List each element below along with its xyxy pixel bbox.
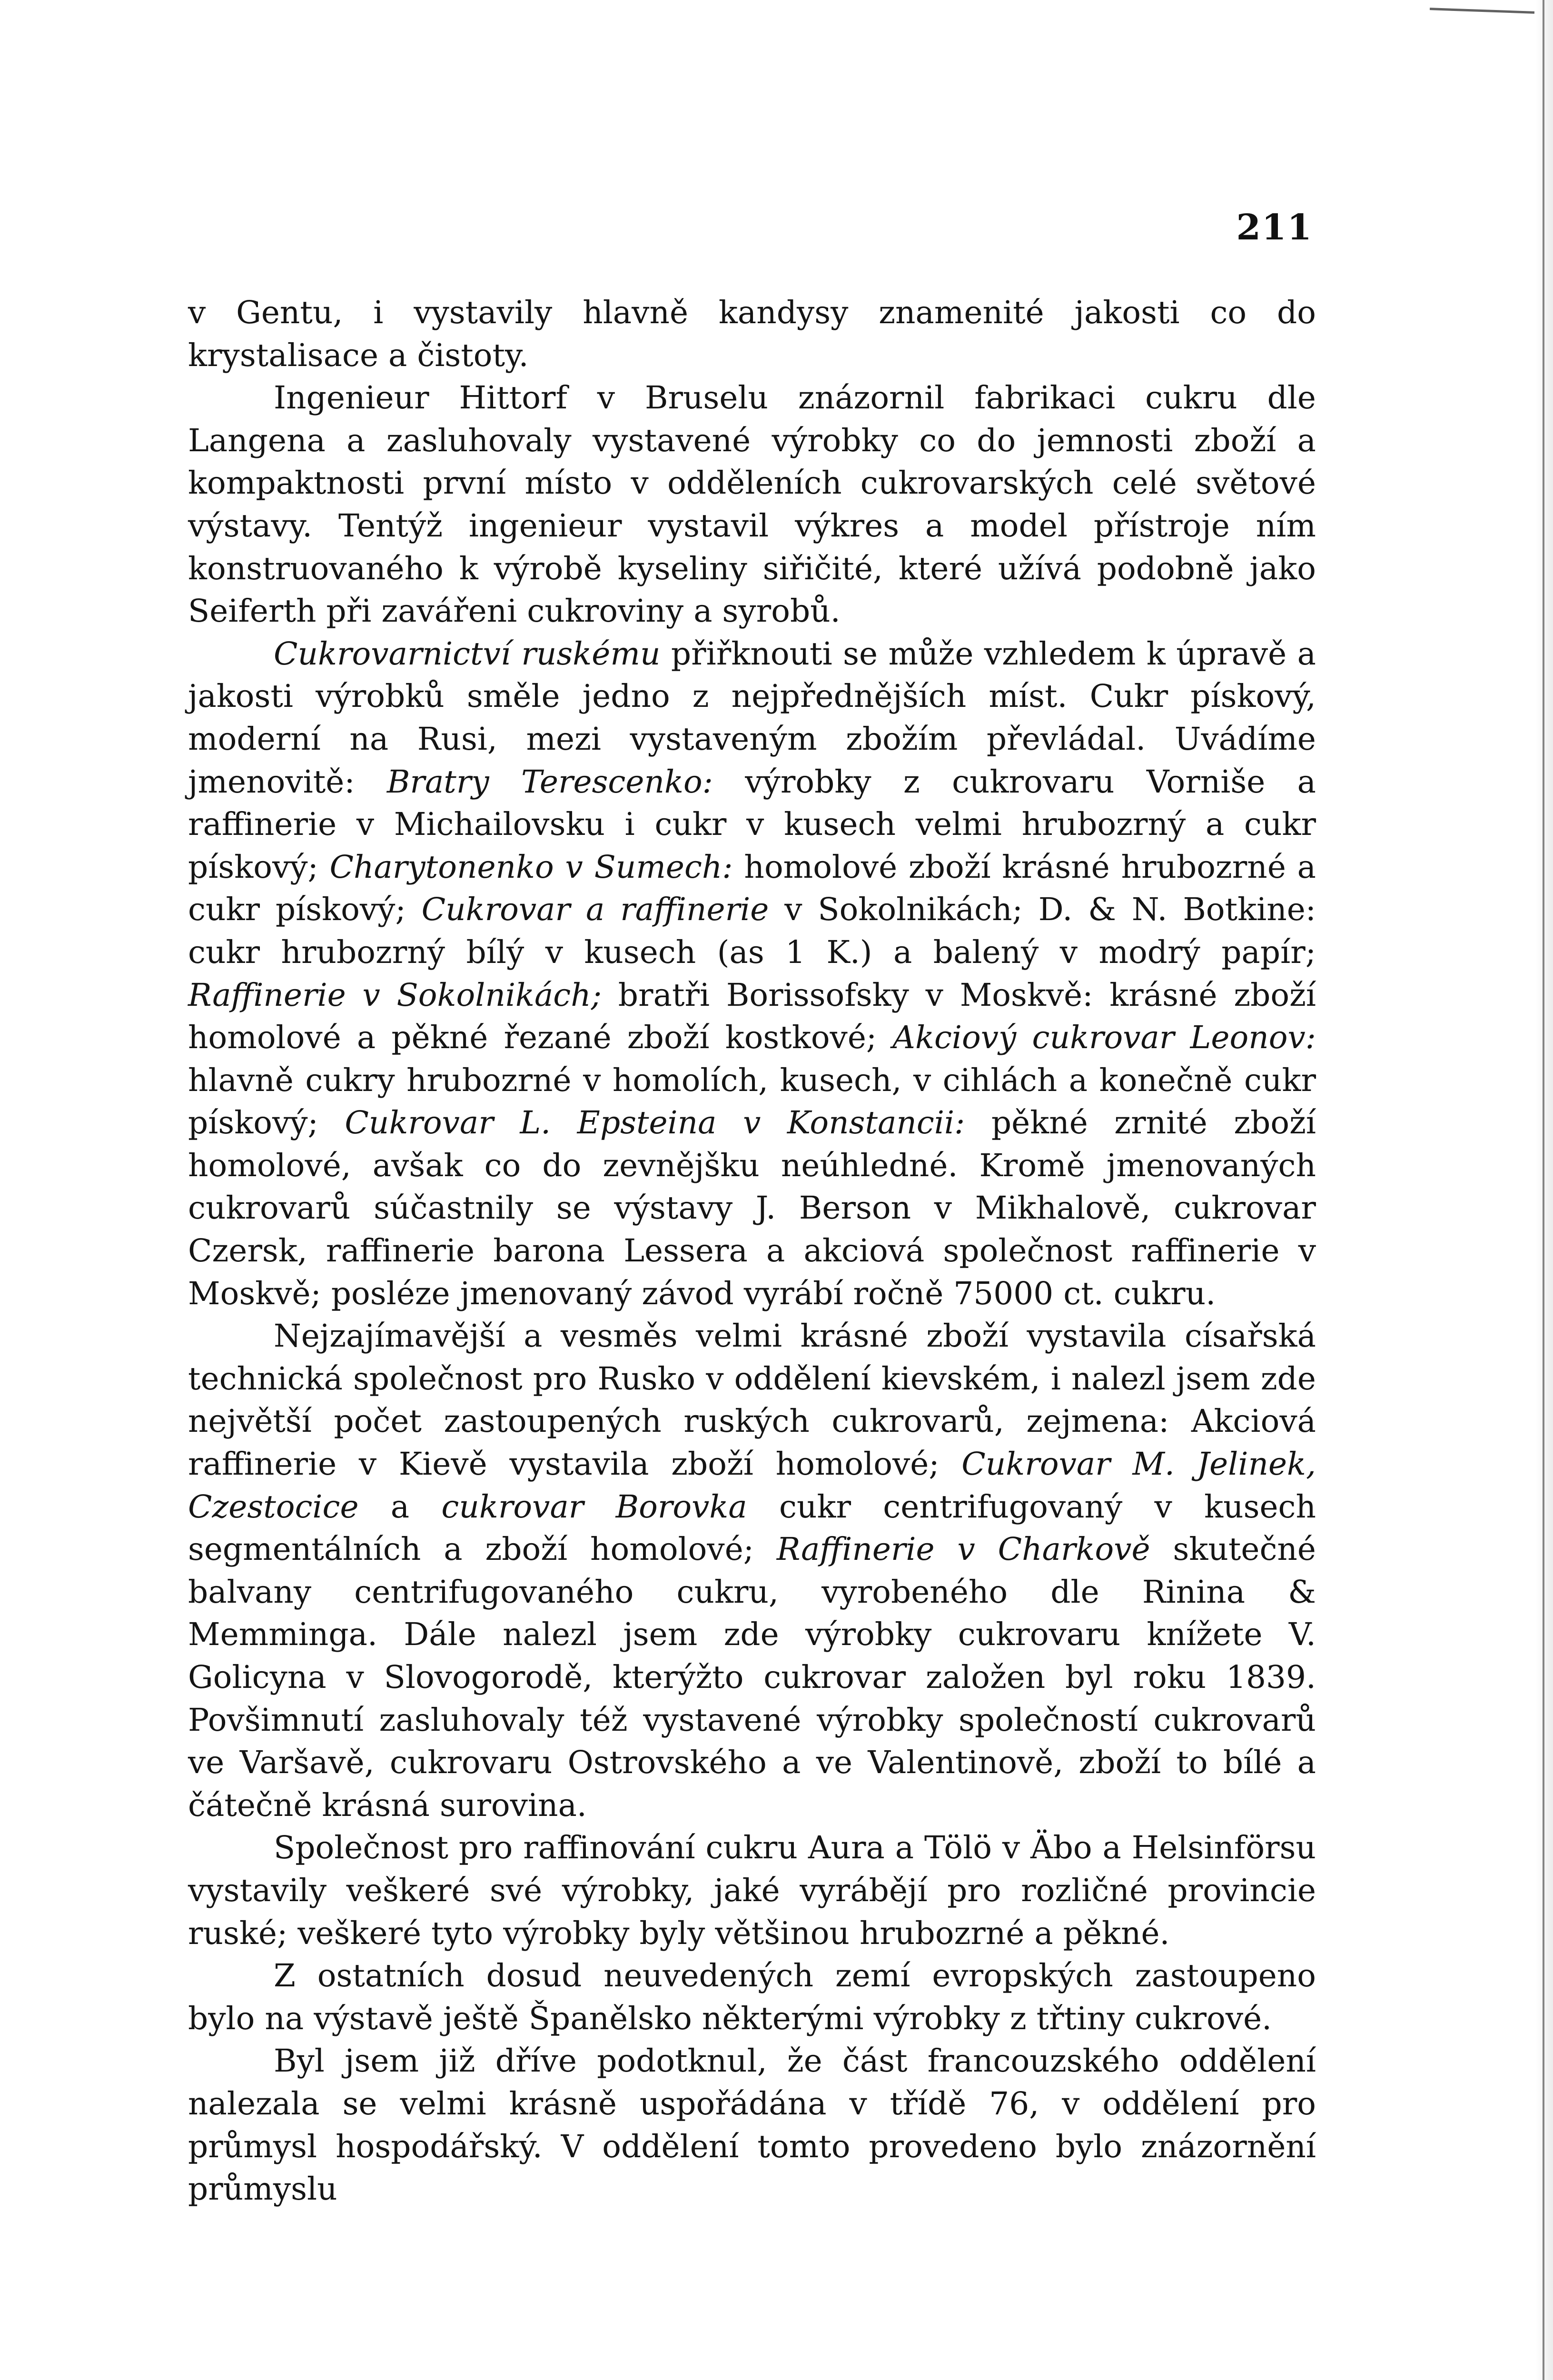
italic-text-run: cukrovar Borovka [441,1488,747,1525]
text-run: Byl jsem již dříve podotknul, že část francouzského oddělení nalezala se velmi krásně uspořádána v třídě 76, v oddělení pro průmysl hospodářský. V oddělení tomto provedeno bylo znázornění průmyslu [188,2043,1316,2208]
page-corner-mark [1429,8,1534,42]
text-run: pěkné zrnité zboží homolové, avšak co do zevnějšku neúhledné. Kromě jmenovaných cukrovarů súčastnily se výstavy J. Berson v Mikhalově, cukrovar Czersk, raffinerie barona Lessera a akciová společnost raffinerie v Moskvě; posléze jmenovaný závod vyrábí ročně 75000 ct. cukru. [188,1104,1316,1312]
italic-text-run: Cukrovar M. Jelinek, Czestocice [188,1446,1316,1525]
text-run: v Sokolnikách; D. & N. Botkine: cukr hrubozrný bílý v kusech (as 1 K.) a balený v modrý papír; [188,891,1316,971]
text-run: skutečné balvany centrifugovaného cukru, vyrobeného dle Rinina & Memminga. Dále nalezl jsem zde výrobky cukrovaru knížete V. Golicyna v Slovogorodě, kterýžto cukrovar založen byl roku 1839. Povšimnutí zasluhovaly též vystavené výrobky společností cukrovarů ve Varšavě, cukrovaru Ostrovského a ve Valentinově, zboží to bílé a čátečně krásná surovina. [188,1531,1316,1824]
page-edge-shadow [1536,0,1553,2380]
text-run: hlavně cukry hrubozrné v homolích, kusech, v cihlách a konečně cukr pískový; [188,1061,1316,1141]
paragraph [188,291,1316,377]
paragraph [188,633,1316,1315]
body-text [188,291,1316,2211]
paragraph [188,377,1316,633]
italic-text-run: Raffinerie v Charkově [776,1531,1150,1568]
text-run: a [358,1488,442,1525]
text-run: Nejzajímavější a vesměs velmi krásné zboží vystavila císařská technická společnost pro Rusko v oddělení kievském, i nalezl jsem zde největší počet zastoupených ruských cukrovarů, zejmena: Akciová raffinerie v Kievě vystavila zboží homolové; [188,1318,1316,1483]
text-run: v Gentu, i vystavily hlavně kandysy znamenité jakosti co do krystalisace a čistoty. [188,294,1316,374]
text-run: cukr centrifugovaný v kusech segmentálních a zboží homolové; [188,1488,1316,1568]
text-run: Ingenieur Hittorf v Bruselu znázornil fabrikaci cukru dle Langena a zasluhovaly vystavené výrobky co do jemnosti zboží a kompaktnosti první místo v odděleních cukrovarských celé světové výstavy. Tentýž ingenieur vystavil výkres a model přístroje ním konstruovaného k výrobě kyseliny siřičité, které užívá podobně jako Seiferth při zavářeni cukroviny a syrobů. [188,379,1316,630]
text-run: homolové zboží krásné hrubozrné a cukr pískový; [188,848,1316,928]
italic-text-run: Charytonenko v Sumech: [329,848,733,885]
page-number: 211 [1236,207,1313,248]
paragraph [188,2040,1316,2210]
paragraph [188,1954,1316,2040]
italic-text-run: Cukrovarnictví ruskému [274,635,661,672]
text-run: přiřknouti se může vzhledem k úpravě a jakosti výrobků směle jedno z nejpřednějších míst. Cukr pískový, moderní na Rusi, mezi vystaveným zbožím převládal. Uvádíme jmenovitě: [188,635,1316,800]
text-run: bratři Borissofsky v Moskvě: krásné zboží homolové a pěkné řezané zboží kostkové; [188,976,1316,1056]
paragraph [188,1826,1316,1954]
italic-text-run: Raffinerie v Sokolnikách; [188,976,602,1013]
italic-text-run: Akciový cukrovar Leonov: [892,1019,1316,1056]
italic-text-run: Bratry Terescenko: [386,763,713,800]
text-run: výrobky z cukrovaru Vorniše a raffinerie v Michailovsku i cukr v kusech velmi hrubozrný a cukr pískový; [188,763,1316,885]
italic-text-run: Cukrovar L. Epsteina v Konstancii: [345,1104,965,1141]
page-edge-line [1543,0,1544,2380]
text-run: Společnost pro raffinování cukru Aura a Tölö v Äbo a Helsinförsu vystavily veškeré své výrobky, jaké vyrábějí pro rozličné provincie ruské; veškeré tyto výrobky byly většinou hrubozrné a pěkné. [188,1829,1316,1952]
paragraph [188,1315,1316,1826]
text-run: Z ostatních dosud neuvedených zemí evropských zastoupeno bylo na výstavě ještě Španělsko některými výrobky z třtiny cukrové. [188,1957,1316,2037]
italic-text-run: Cukrovar a raffinerie [421,891,769,928]
